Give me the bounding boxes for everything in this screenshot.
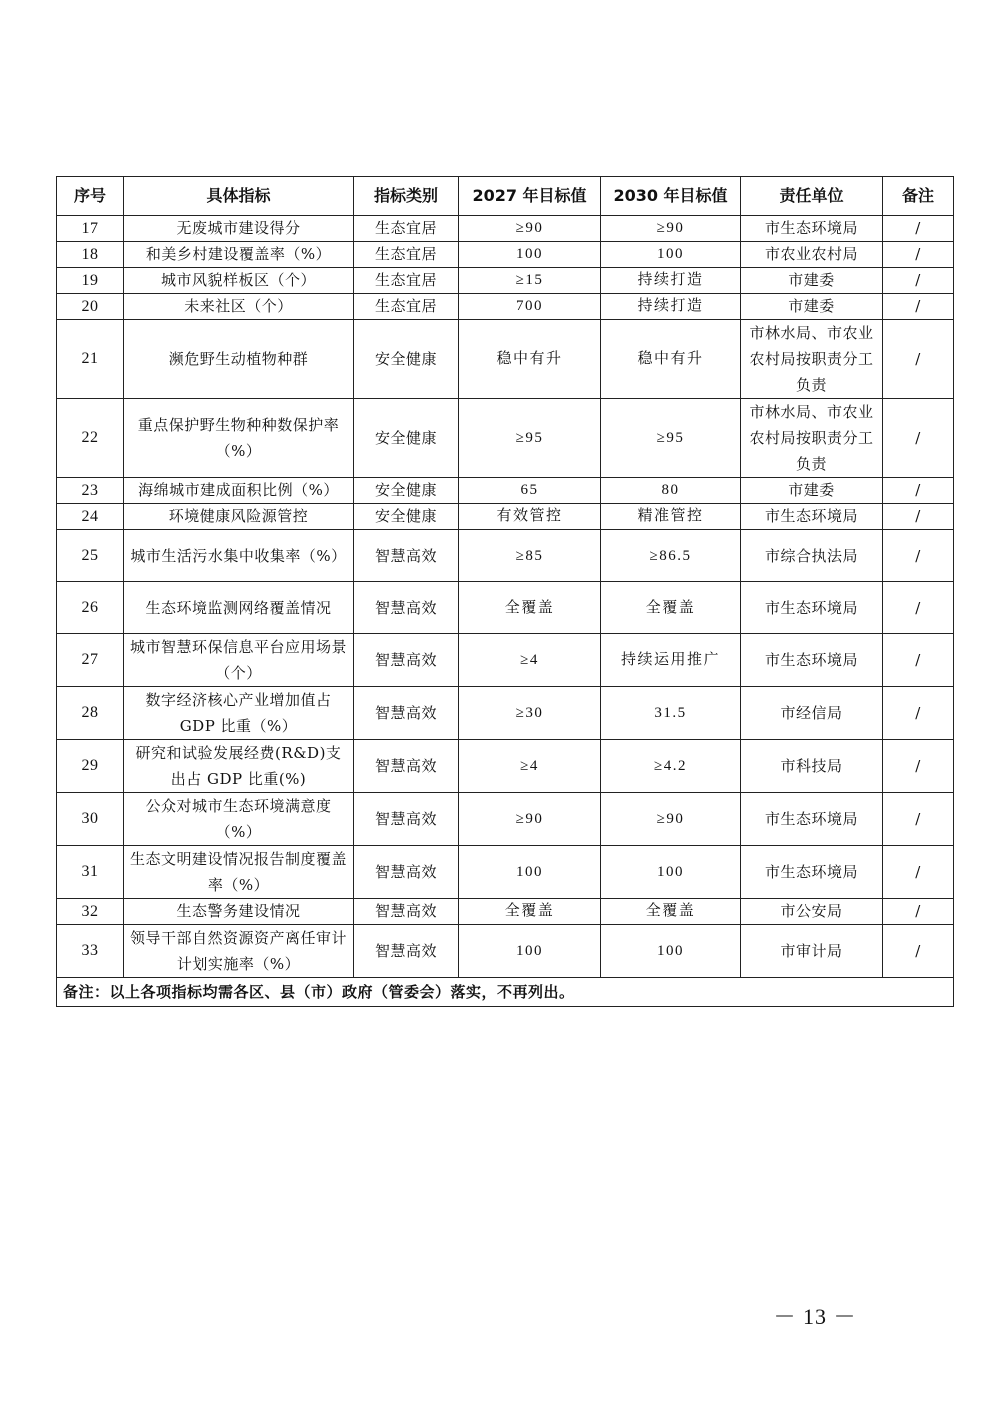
cell-indicator: 无废城市建设得分 <box>124 216 354 242</box>
cell-target-2030: ≥4.2 <box>601 740 741 793</box>
cell-category: 智慧高效 <box>354 740 459 793</box>
table-body <box>57 216 954 978</box>
table-row <box>57 504 954 530</box>
cell-seq: 20 <box>57 294 124 320</box>
cell-seq: 22 <box>57 399 124 478</box>
cell-remark: / <box>883 530 954 582</box>
cell-responsible-unit: 市经信局 <box>741 687 883 740</box>
table-row <box>57 582 954 634</box>
cell-category: 生态宜居 <box>354 216 459 242</box>
cell-target-2027: 65 <box>459 478 601 504</box>
cell-responsible-unit: 市建委 <box>741 268 883 294</box>
page-number: － 13 － <box>773 1304 857 1329</box>
cell-seq: 17 <box>57 216 124 242</box>
header-responsible-unit: 责任单位 <box>741 177 883 216</box>
cell-target-2027: ≥30 <box>459 687 601 740</box>
cell-target-2030: ≥86.5 <box>601 530 741 582</box>
cell-target-2027: 100 <box>459 925 601 978</box>
table-row <box>57 740 954 793</box>
cell-responsible-unit: 市农业农村局 <box>741 242 883 268</box>
cell-target-2027: ≥95 <box>459 399 601 478</box>
cell-category: 智慧高效 <box>354 846 459 899</box>
cell-target-2030: 全覆盖 <box>601 582 741 634</box>
cell-seq: 25 <box>57 530 124 582</box>
table-row <box>57 634 954 687</box>
cell-target-2027: 稳中有升 <box>459 320 601 399</box>
table-row <box>57 216 954 242</box>
cell-indicator: 城市生活污水集中收集率（%） <box>124 530 354 582</box>
cell-indicator: 研究和试验发展经费(R&D)支出占 GDP 比重(%) <box>124 740 354 793</box>
cell-responsible-unit: 市生态环境局 <box>741 216 883 242</box>
cell-seq: 32 <box>57 899 124 925</box>
cell-remark: / <box>883 793 954 846</box>
table-row <box>57 478 954 504</box>
cell-indicator: 环境健康风险源管控 <box>124 504 354 530</box>
table-row <box>57 530 954 582</box>
cell-responsible-unit: 市公安局 <box>741 899 883 925</box>
cell-target-2027: ≥4 <box>459 634 601 687</box>
cell-target-2027: ≥4 <box>459 740 601 793</box>
cell-target-2030: 全覆盖 <box>601 899 741 925</box>
table-header-row <box>57 177 954 216</box>
cell-remark: / <box>883 634 954 687</box>
cell-responsible-unit: 市科技局 <box>741 740 883 793</box>
cell-indicator: 公众对城市生态环境满意度（%） <box>124 793 354 846</box>
header-indicator: 具体指标 <box>124 177 354 216</box>
cell-seq: 30 <box>57 793 124 846</box>
header-target-2027: 2027 年目标值 <box>459 177 601 216</box>
cell-indicator: 和美乡村建设覆盖率（%） <box>124 242 354 268</box>
cell-target-2030: 80 <box>601 478 741 504</box>
cell-target-2027: ≥90 <box>459 216 601 242</box>
table-row <box>57 899 954 925</box>
cell-target-2027: 全覆盖 <box>459 899 601 925</box>
header-remark: 备注 <box>883 177 954 216</box>
table-row <box>57 687 954 740</box>
cell-category: 安全健康 <box>354 320 459 399</box>
cell-target-2027: 有效管控 <box>459 504 601 530</box>
cell-seq: 29 <box>57 740 124 793</box>
cell-responsible-unit: 市生态环境局 <box>741 582 883 634</box>
cell-seq: 31 <box>57 846 124 899</box>
cell-remark: / <box>883 242 954 268</box>
cell-category: 智慧高效 <box>354 634 459 687</box>
cell-seq: 24 <box>57 504 124 530</box>
cell-target-2027: ≥85 <box>459 530 601 582</box>
cell-responsible-unit: 市建委 <box>741 478 883 504</box>
cell-remark: / <box>883 846 954 899</box>
cell-responsible-unit: 市生态环境局 <box>741 793 883 846</box>
cell-remark: / <box>883 320 954 399</box>
header-target-2030: 2030 年目标值 <box>601 177 741 216</box>
table-row <box>57 320 954 399</box>
cell-target-2030: 持续打造 <box>601 294 741 320</box>
cell-remark: / <box>883 216 954 242</box>
cell-seq: 33 <box>57 925 124 978</box>
cell-category: 智慧高效 <box>354 530 459 582</box>
cell-target-2030: ≥95 <box>601 399 741 478</box>
cell-seq: 21 <box>57 320 124 399</box>
cell-target-2030: ≥90 <box>601 216 741 242</box>
cell-seq: 28 <box>57 687 124 740</box>
table-row <box>57 846 954 899</box>
cell-seq: 19 <box>57 268 124 294</box>
cell-remark: / <box>883 478 954 504</box>
cell-responsible-unit: 市林水局、市农业农村局按职责分工负责 <box>741 320 883 399</box>
cell-indicator: 生态环境监测网络覆盖情况 <box>124 582 354 634</box>
cell-indicator: 生态警务建设情况 <box>124 899 354 925</box>
table-footnote: 备注：以上各项指标均需各区、县（市）政府（管委会）落实，不再列出。 <box>57 978 954 1007</box>
cell-category: 智慧高效 <box>354 687 459 740</box>
cell-responsible-unit: 市综合执法局 <box>741 530 883 582</box>
cell-remark: / <box>883 268 954 294</box>
cell-seq: 18 <box>57 242 124 268</box>
cell-remark: / <box>883 740 954 793</box>
cell-category: 智慧高效 <box>354 899 459 925</box>
cell-seq: 23 <box>57 478 124 504</box>
cell-category: 生态宜居 <box>354 268 459 294</box>
cell-indicator: 领导干部自然资源资产离任审计计划实施率（%） <box>124 925 354 978</box>
cell-responsible-unit: 市审计局 <box>741 925 883 978</box>
cell-target-2030: 100 <box>601 925 741 978</box>
cell-category: 生态宜居 <box>354 242 459 268</box>
cell-target-2027: ≥15 <box>459 268 601 294</box>
cell-category: 安全健康 <box>354 478 459 504</box>
cell-responsible-unit: 市建委 <box>741 294 883 320</box>
cell-target-2030: 稳中有升 <box>601 320 741 399</box>
cell-target-2030: 持续运用推广 <box>601 634 741 687</box>
cell-remark: / <box>883 925 954 978</box>
cell-responsible-unit: 市生态环境局 <box>741 634 883 687</box>
cell-target-2030: 100 <box>601 846 741 899</box>
cell-remark: / <box>883 504 954 530</box>
table-row <box>57 268 954 294</box>
table-row <box>57 242 954 268</box>
cell-remark: / <box>883 294 954 320</box>
cell-indicator: 城市智慧环保信息平台应用场景（个） <box>124 634 354 687</box>
table-row <box>57 399 954 478</box>
cell-responsible-unit: 市生态环境局 <box>741 846 883 899</box>
table-footnote-row <box>57 978 954 1007</box>
cell-target-2027: ≥90 <box>459 793 601 846</box>
cell-category: 安全健康 <box>354 399 459 478</box>
cell-target-2030: 精准管控 <box>601 504 741 530</box>
table-row <box>57 294 954 320</box>
cell-target-2027: 100 <box>459 242 601 268</box>
cell-target-2030: 31.5 <box>601 687 741 740</box>
cell-responsible-unit: 市生态环境局 <box>741 504 883 530</box>
cell-target-2027: 100 <box>459 846 601 899</box>
cell-seq: 27 <box>57 634 124 687</box>
cell-responsible-unit: 市林水局、市农业农村局按职责分工负责 <box>741 399 883 478</box>
cell-category: 生态宜居 <box>354 294 459 320</box>
cell-target-2030: ≥90 <box>601 793 741 846</box>
table-row <box>57 925 954 978</box>
indicator-table <box>56 176 954 1007</box>
cell-indicator: 濒危野生动植物种群 <box>124 320 354 399</box>
cell-indicator: 未来社区（个） <box>124 294 354 320</box>
cell-remark: / <box>883 899 954 925</box>
cell-category: 安全健康 <box>354 504 459 530</box>
cell-indicator: 城市风貌样板区（个） <box>124 268 354 294</box>
cell-remark: / <box>883 687 954 740</box>
cell-category: 智慧高效 <box>354 793 459 846</box>
cell-target-2030: 持续打造 <box>601 268 741 294</box>
cell-indicator: 海绵城市建成面积比例（%） <box>124 478 354 504</box>
cell-target-2027: 700 <box>459 294 601 320</box>
cell-remark: / <box>883 582 954 634</box>
header-seq: 序号 <box>57 177 124 216</box>
cell-seq: 26 <box>57 582 124 634</box>
cell-indicator: 重点保护野生物种种数保护率（%） <box>124 399 354 478</box>
cell-remark: / <box>883 399 954 478</box>
cell-category: 智慧高效 <box>354 925 459 978</box>
cell-indicator: 数字经济核心产业增加值占 GDP 比重（%） <box>124 687 354 740</box>
cell-indicator: 生态文明建设情况报告制度覆盖率（%） <box>124 846 354 899</box>
cell-category: 智慧高效 <box>354 582 459 634</box>
cell-target-2030: 100 <box>601 242 741 268</box>
table-row <box>57 793 954 846</box>
cell-target-2027: 全覆盖 <box>459 582 601 634</box>
header-category: 指标类别 <box>354 177 459 216</box>
